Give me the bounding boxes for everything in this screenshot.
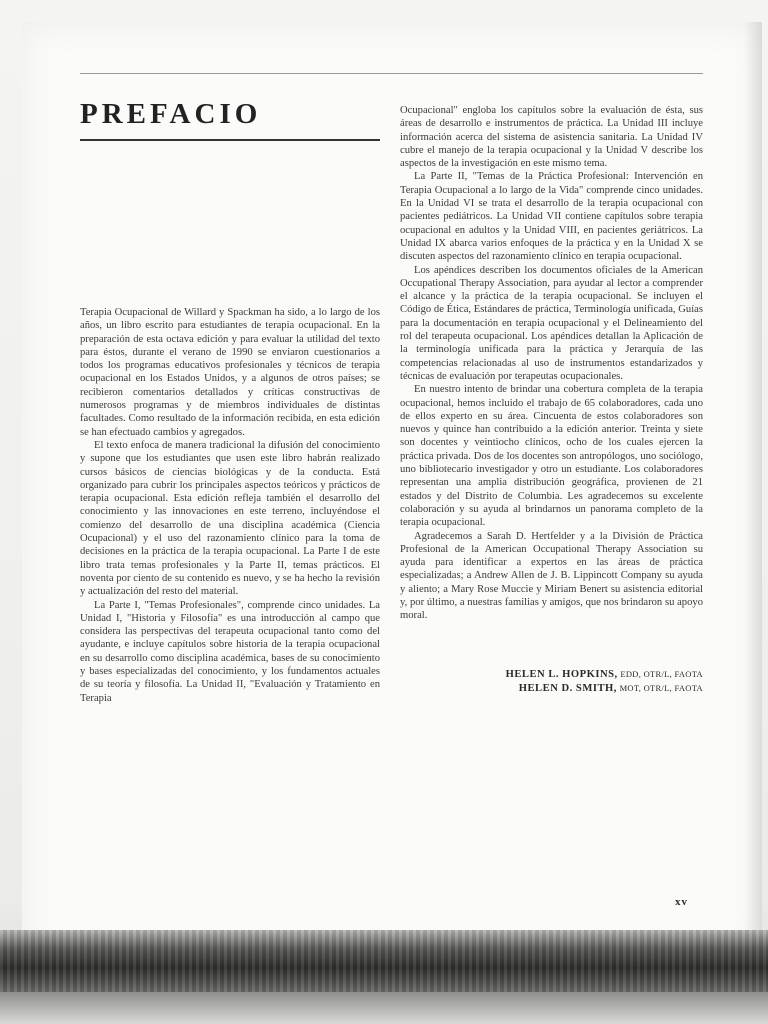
paragraph: La Parte I, "Temas Profesionales", comprende cinco unidades. La Unidad I, "Historia y Filosofía" es una introducción al campo que considera las perspectivas del terapeuta ocupacional tanto como del ayudante, e incluye capítulos sobre historia de la terapia ocupacional en su desarrollo como disciplina académica, bases de su conocimiento y bases especializadas del conocimiento, y los fundamentos actuales de su teoría y filosofía. La Unidad II, "Evaluación y Tratamiento en Terapia (80, 599, 380, 704)
header-rule (80, 73, 703, 74)
paragraph: La Parte II, "Temas de la Práctica Profesional: Intervención en Terapia Ocupacional a lo largo de la Vida" comprende cinco unidades. En la Unidad VI se trata el desarrollo de la terapia ocupacional con pacientes pediátricos. La Unidad VII contiene capítulos sobre terapia ocupacional en adultos y la Unidad VIII, en pacientes geriátricos. La Unidad IX abarca varios enfoques de la práctica y en la Unidad X se discuten aspectos del razonamiento clínico en terapia ocupacional. (400, 171, 703, 263)
paragraph: Terapia Ocupacional de Willard y Spackman ha sido, a lo largo de los años, un libro escrito para estudiantes de terapia ocupacional. En la preparación de esta octava edición y para evaluar la utilidad del texto para éstos, durante el verano de 1990 se enviaron cuestionarios a todos los programas educativos profesionales y técnicos de terapia ocupacional en los Estados Unidos, y a algunos de otros países; se recibieron comentarios detallados y críticas constructivas de numerosos programas y de miembros individuales de distintas facultades. Como resultado de la información recibida, en esta edición se han efectuado cambios y agregados. (80, 307, 380, 438)
signature-line (470, 668, 703, 682)
book-binding-shadow (0, 930, 768, 992)
author-credentials: MOT, OTR/L, FAOTA (619, 682, 703, 693)
left-column (80, 306, 380, 705)
paragraph: El texto enfoca de manera tradicional la difusión del conocimiento y supone que los estudiantes que usen este libro habrán realizado cursos básicos de ciencias biológicas y de la conducta. Está organizado para cubrir los principales aspectos teóricos y prácticos de terapia ocupacional. Esta edición refleja también el desarrollo del conocimiento y las innovaciones en este terreno, incluyéndose el comienzo del desarrollo de una disciplina académica (Ciencia Ocupacional) y el uso del razonamiento clínico para la toma de decisiones en la práctica de la terapia ocupacional. La Parte I de este libro trata temas profesionales y la Parte II, temas prácticos. El noventa por ciento de su contenido es nuevo, y se ha hecho la revisión y actualización del resto del material. (80, 439, 380, 598)
author-name: HELEN L. HOPKINS, (505, 669, 618, 680)
scan-bottom-edge (0, 992, 768, 1024)
paragraph: Agradecemos a Sarah D. Hertfelder y a la División de Práctica Profesional de la American Occupational Therapy Association su ayuda para identificar a expertos en las áreas de práctica especializadas; a Andrew Allen de J. B. Lippincott Company su ayuda y aliento; a Mary Rose Muccie y Miriam Benert su asistencia editorial y, por último, a nuestras familias y amigos, que nos brindaron su apoyo moral. (400, 530, 703, 622)
author-credentials: EDD, OTR/L, FAOTA (620, 669, 703, 679)
title-underline (80, 139, 380, 141)
page-number: xv (675, 896, 688, 908)
paragraph: Los apéndices describen los documentos oficiales de la American Occupational Therapy Association, para ayudar al lector a comprender el alcance y la práctica de la terapia ocupacional. Se incluyen el Código de Ética, Estándares de práctica, Terminología unificada, Guías para la documentación en terapia ocupacional y el Delineamiento del rol del terapeuta ocupacional. Los apéndices detallan la Aplicación de la terminología unificada para la práctica y Jerarquía de las competencias relacionadas al uso de instrumentos estandarizados y técnicas de evaluación por terapeutas ocupacionales. (400, 264, 703, 382)
right-column (400, 104, 703, 623)
paragraph: En nuestro intento de brindar una cobertura completa de la terapia ocupacional, hemos incluido el trabajo de 65 colaboradores, cada uno de ellos experto en su área. Cincuenta de estos colaboradores son nuevos y quince han contribuido a la edición anterior. Treinta y siete son docentes y veintiocho clínicos, ocho de los cuales ejercen la práctica privada. Dos de los docentes son antropólogos, uno sociólogo, uno bibliotecario investigador y otro un estudiante. Los colaboradores representan una amplia distribución geográfica, provienen de 21 estados y del Distrito de Columbia. Les agradecemos su excelente colaboración y su ayuda al brindarnos un panorama completo de la terapia ocupacional. (400, 384, 703, 529)
signature-line (470, 682, 703, 696)
paragraph: Ocupacional" engloba los capítulos sobre la evaluación de ésta, sus áreas de desarrollo e instrumentos de práctica. La Unidad III incluye información acerca del sistema de asistencia sanitaria. La Unidad IV cubre el manejo de la terapia ocupacional y la Unidad V describe los aspectos de la investigación en este mismo tema. (400, 105, 703, 170)
author-signatures (470, 668, 703, 695)
page-curl-shadow (744, 22, 762, 957)
page-title: PREFACIO (80, 98, 262, 130)
author-name: HELEN D. SMITH, (518, 682, 617, 694)
